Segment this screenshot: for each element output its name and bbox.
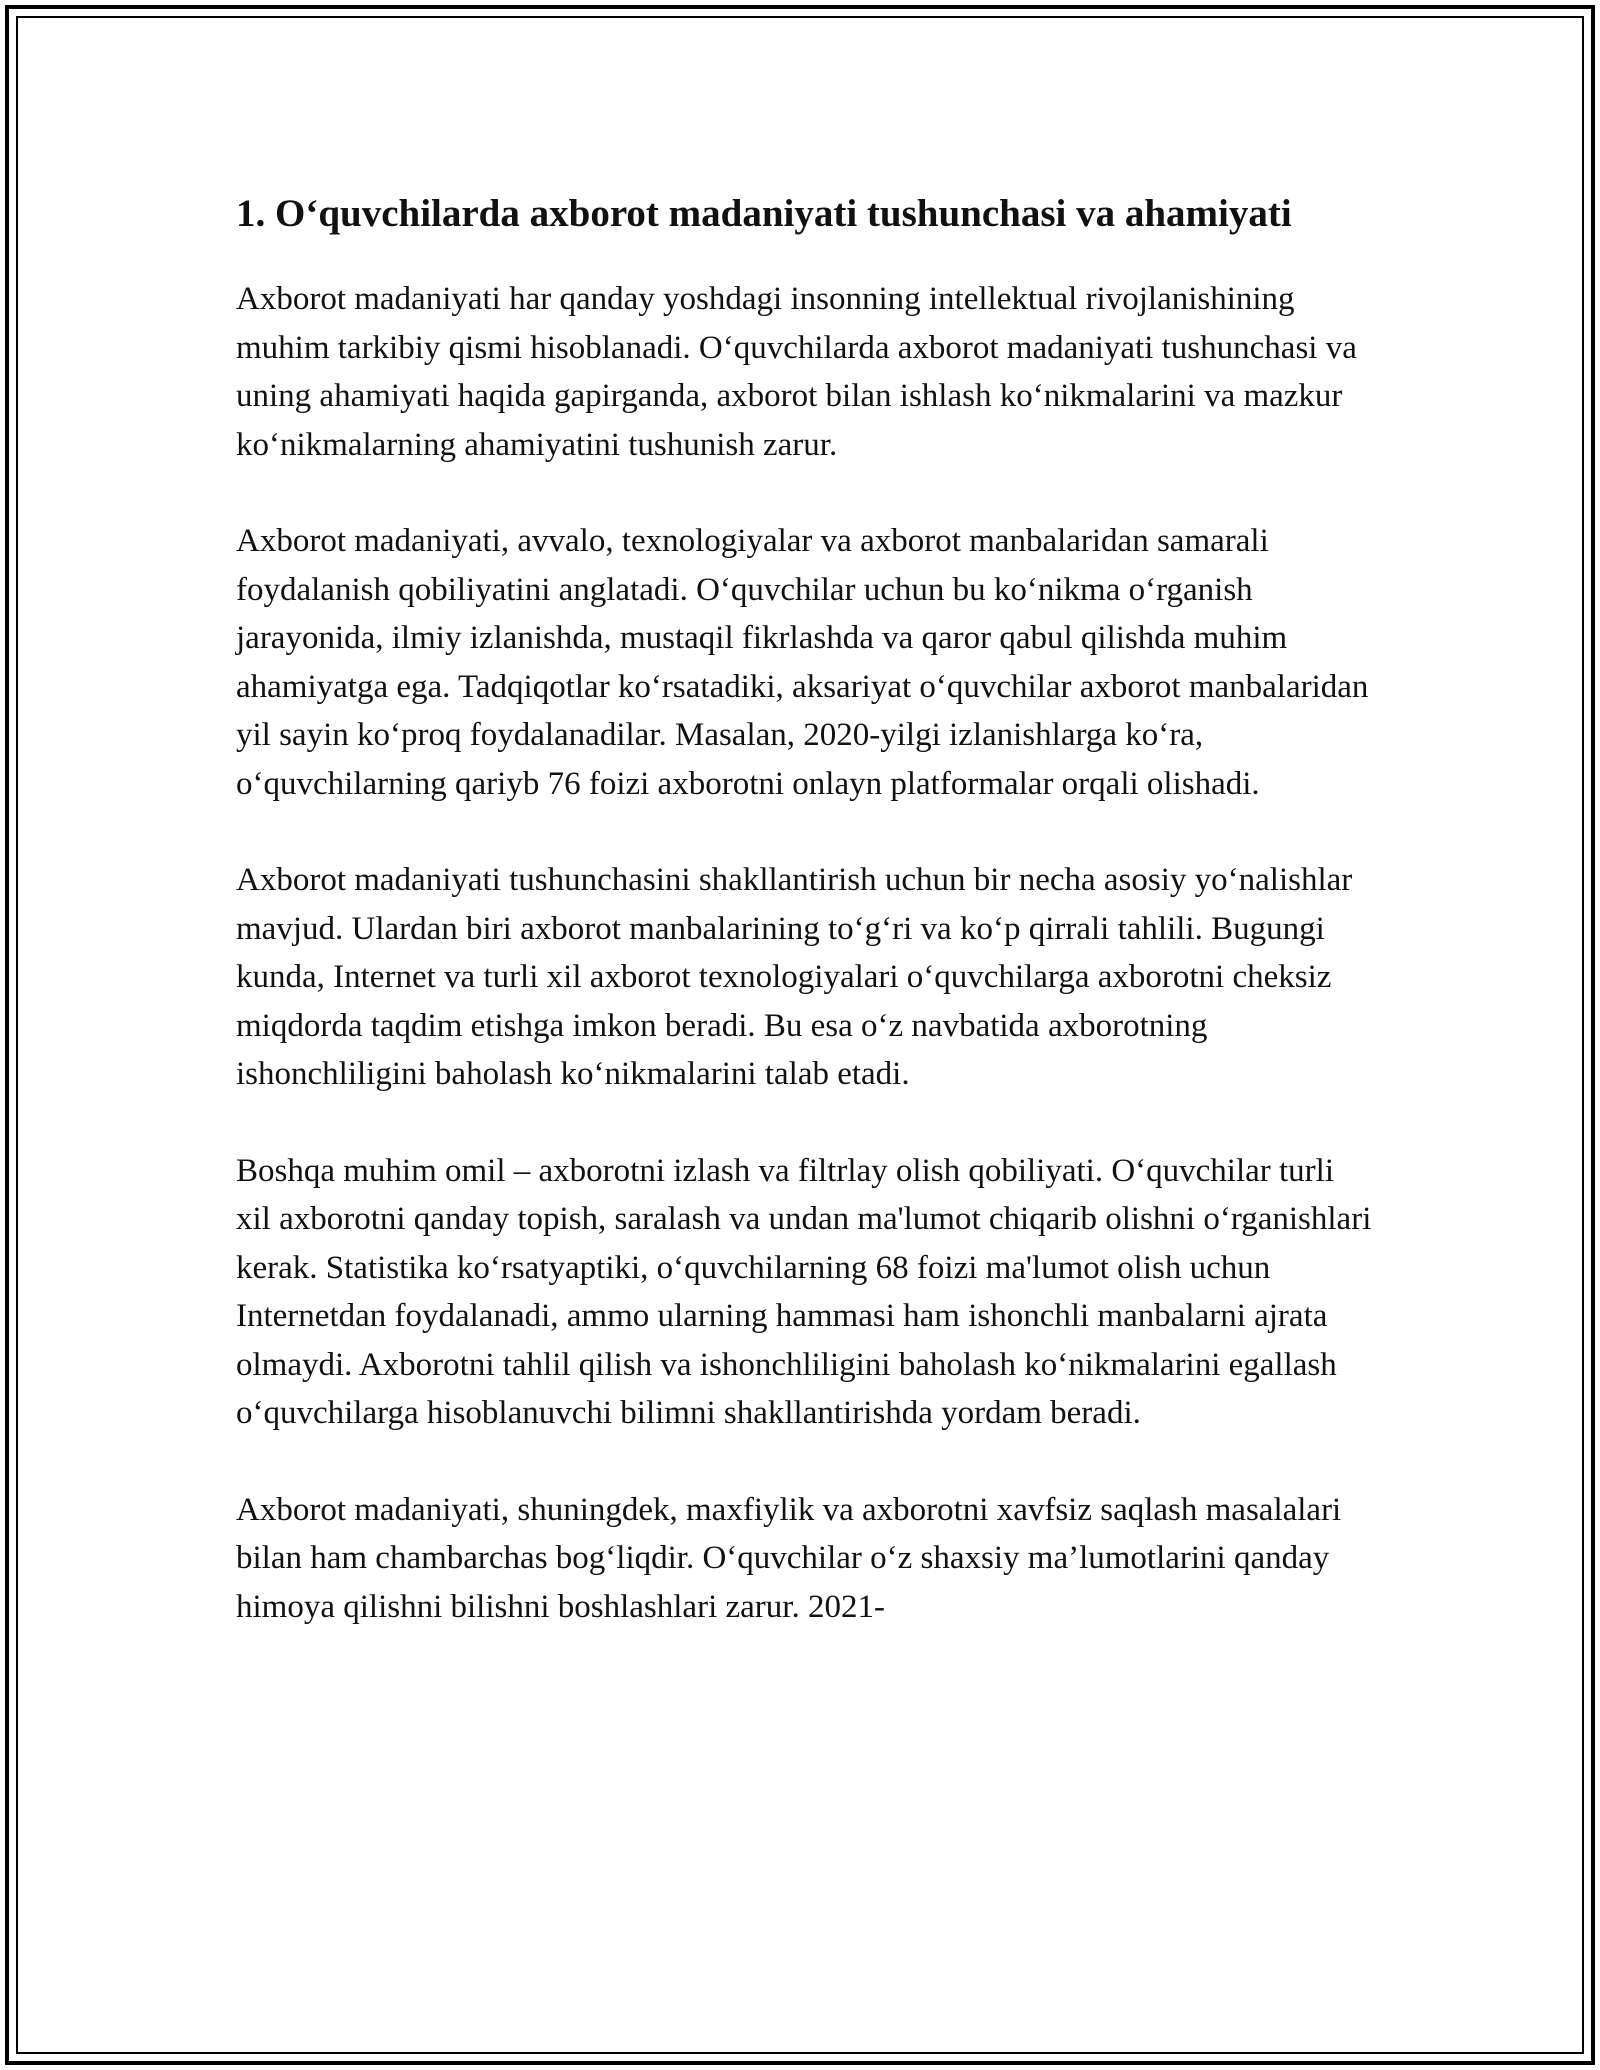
paragraph-2: Axborot madaniyati, avvalo, texnologiyalar va axborot manbalaridan samarali foydalanish qobiliyatini anglatadi. O‘quvchilar uchun bu ko‘nikma o‘rganish jarayonida, ilmiy izlanishda, mustaqil fikrlashda va qaror qabul qilishda muhim ahamiyatga ega. Tadqiqotlar ko‘rsatadiki, aksariyat o‘quvchilar axborot manbalaridan yil sayin ko‘proq foydalanadilar. Masalan, 2020-yilgi izlanishlarga ko‘ra, o‘quvchilarning qariyb 76 foizi axborotni onlayn platformalar orqali olishadi. (236, 523, 1369, 802)
section-heading: 1. O‘quvchilarda axborot madaniyati tushunchasi va ahamiyati (236, 192, 1292, 235)
paragraph-5: Axborot madaniyati, shuningdek, maxfiylik va axborotni xavfsiz saqlash masalalari bilan ham chambarchas bog‘liqdir. O‘quvchilar o‘z shaxsiy ma’lumotlarini qanday himoya qilishni bilishni boshlashlari zarur. 2021- (236, 1491, 1342, 1625)
document-body (236, 186, 1376, 1679)
paragraph-4: Boshqa muhim omil – axborotni izlash va filtrlay olish qobiliyati. O‘quvchilar turli xil axborotni qanday topish, saralash va undan ma'lumot chiqarib olishni o‘rganishlari kerak. Statistika ko‘rsatyaptiki, o‘quvchilarning 68 foizi ma'lumot olish uchun Internetdan foydalanadi, ammo ularning hammasi ham ishonchli manbalarni ajrata olmaydi. Axborotni tahlil qilish va ishonchliligini baholash ko‘nikmalarini egallash o‘quvchilarga hisoblanuvchi bilimni shakllantirishda yordam beradi. (236, 1152, 1372, 1431)
paragraph-1: Axborot madaniyati har qanday yoshdagi insonning intellektual rivojlanishining muhim tarkibiy qismi hisoblanadi. O‘quvchilarda axborot madaniyati tushunchasi va uning ahamiyati haqida gapirganda, axborot bilan ishlash ko‘nikmalarini va mazkur ko‘nikmalarning ahamiyatini tushunish zarur. (236, 281, 1357, 463)
paragraph-3: Axborot madaniyati tushunchasini shakllantirish uchun bir necha asosiy yo‘nalishlar mavjud. Ulardan biri axborot manbalarining to‘g‘ri va ko‘p qirrali tahlili. Bugungi kunda, Internet va turli xil axborot texnologiyalari o‘quvchilarga axborotni cheksiz miqdorda taqdim etishga imkon beradi. Bu esa o‘z navbatida axborotning ishonchliligini baholash ko‘nikmalarini talab etadi. (236, 862, 1353, 1092)
